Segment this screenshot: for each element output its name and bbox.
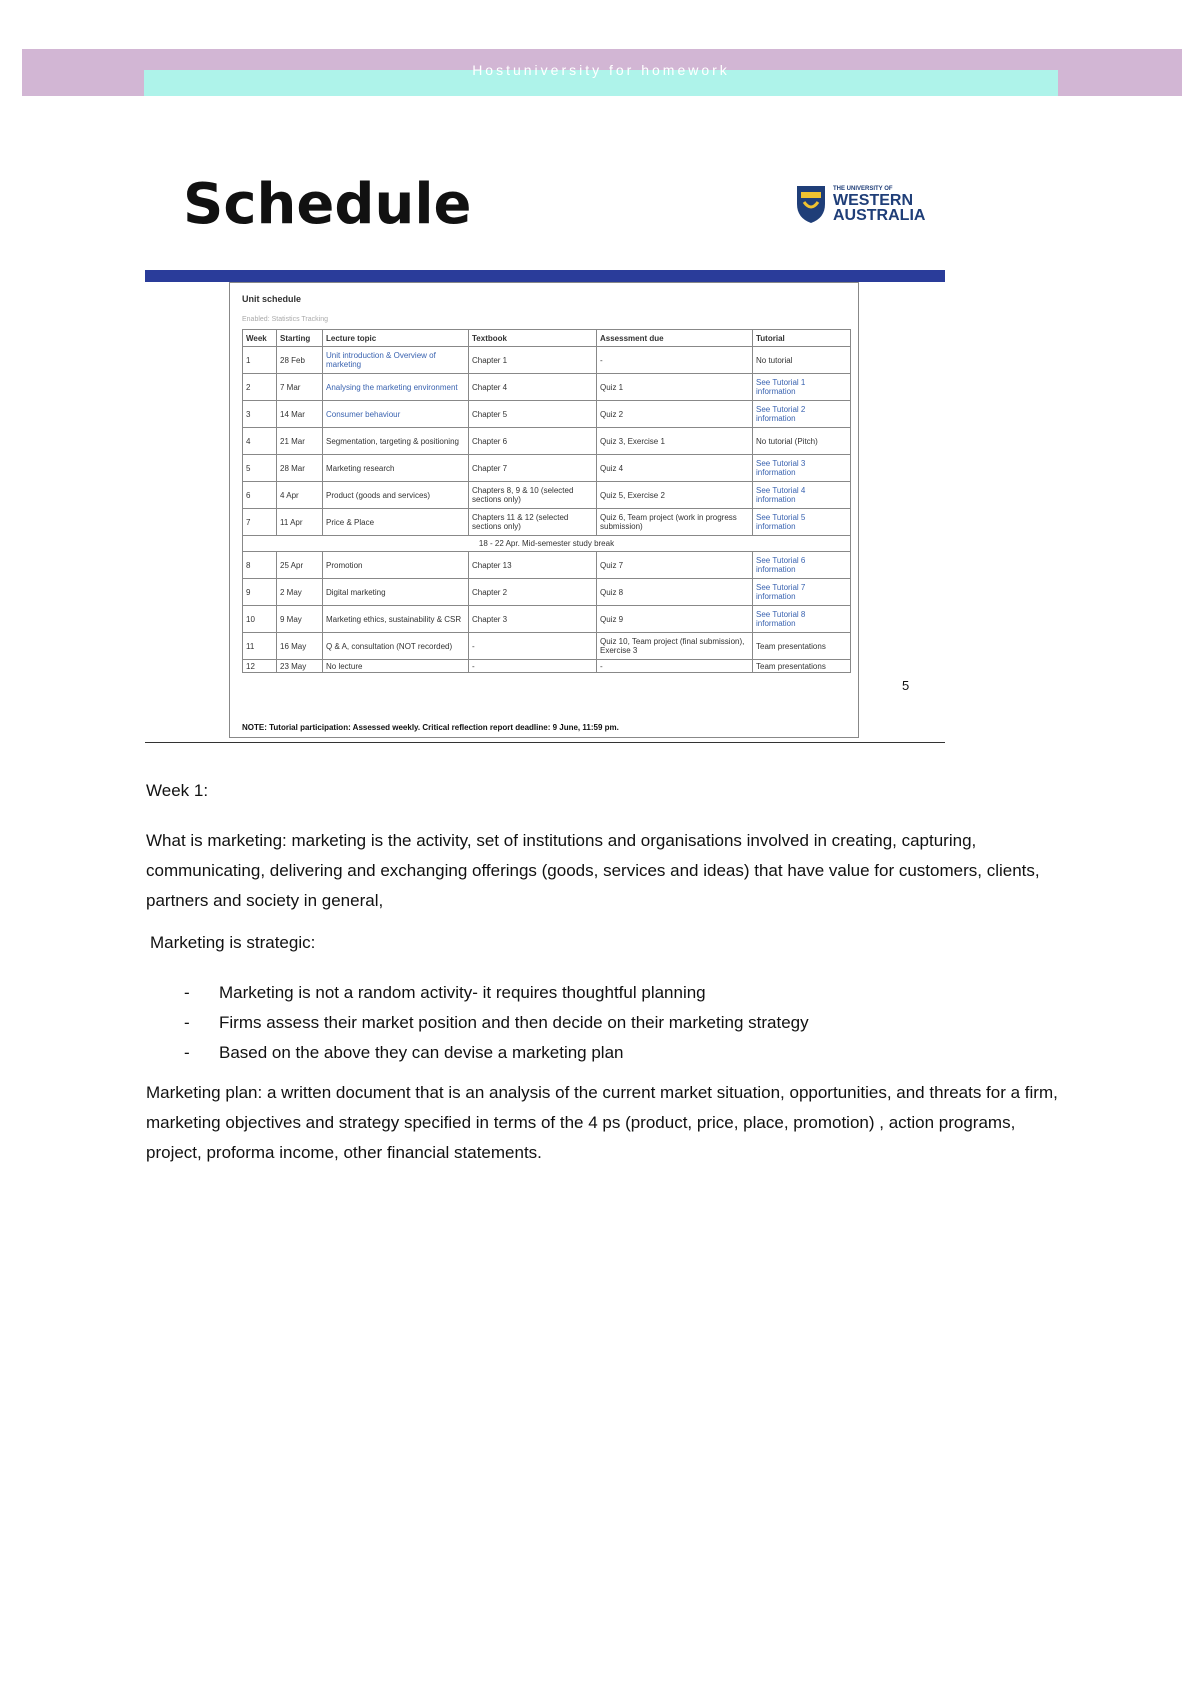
marketing-definition xyxy=(146,826,1066,916)
week-heading xyxy=(146,776,1066,806)
table-cell[interactable]: Analysing the marketing environment xyxy=(323,374,469,401)
university-logo xyxy=(795,182,925,228)
slide-blue-bar xyxy=(145,270,945,282)
table-cell: Digital marketing xyxy=(323,579,469,606)
table-cell: No tutorial (Pitch) xyxy=(753,428,851,455)
table-cell: 4 Apr xyxy=(277,482,323,509)
table-cell[interactable]: See Tutorial 4 information xyxy=(753,482,851,509)
table-cell: 11 Apr xyxy=(277,509,323,536)
table-header-cell: Assessment due xyxy=(597,330,753,347)
table-row xyxy=(243,428,851,455)
table-cell: 2 xyxy=(243,374,277,401)
table-cell: Segmentation, targeting & positioning xyxy=(323,428,469,455)
table-cell: Price & Place xyxy=(323,509,469,536)
table-cell: 7 Mar xyxy=(277,374,323,401)
table-header-cell: Starting xyxy=(277,330,323,347)
slide-bottom-rule xyxy=(145,742,945,743)
table-row xyxy=(243,401,851,428)
table-cell: Chapter 2 xyxy=(469,579,597,606)
table-cell: 2 May xyxy=(277,579,323,606)
break-row xyxy=(243,536,851,552)
bullet-text: Marketing is not a random activity- it requires thoughtful planning xyxy=(219,983,706,1002)
table-cell: Chapter 7 xyxy=(469,455,597,482)
bullet-dash: - xyxy=(184,1043,190,1062)
table-header-cell: Textbook xyxy=(469,330,597,347)
table-row xyxy=(243,347,851,374)
logo-small-text: THE UNIVERSITY OF xyxy=(833,186,893,192)
unit-schedule-panel xyxy=(229,282,859,738)
unit-schedule-title: Unit schedule xyxy=(242,294,302,304)
slide-title: Schedule xyxy=(183,172,472,237)
table-cell: Marketing ethics, sustainability & CSR xyxy=(323,606,469,633)
table-cell: 11 xyxy=(243,633,277,660)
table-cell: Team presentations xyxy=(753,660,851,673)
table-cell: 7 xyxy=(243,509,277,536)
list-item xyxy=(146,1038,1046,1068)
table-cell: Marketing research xyxy=(323,455,469,482)
table-cell: Team presentations xyxy=(753,633,851,660)
table-cell: - xyxy=(597,660,753,673)
table-cell: Quiz 3, Exercise 1 xyxy=(597,428,753,455)
logo-name xyxy=(833,193,925,223)
table-cell: Chapter 13 xyxy=(469,552,597,579)
table-row xyxy=(243,482,851,509)
table-cell: 10 xyxy=(243,606,277,633)
table-cell: 3 xyxy=(243,401,277,428)
table-header-row xyxy=(243,330,851,347)
table-cell: 28 Feb xyxy=(277,347,323,374)
table-cell[interactable]: See Tutorial 2 information xyxy=(753,401,851,428)
table-cell: Chapter 3 xyxy=(469,606,597,633)
table-header-cell: Tutorial xyxy=(753,330,851,347)
table-cell: - xyxy=(469,660,597,673)
table-cell[interactable]: See Tutorial 3 information xyxy=(753,455,851,482)
crest-icon xyxy=(795,184,827,224)
banner-text: Hostuniversity for homework xyxy=(472,62,730,78)
table-cell: 6 xyxy=(243,482,277,509)
table-cell: 16 May xyxy=(277,633,323,660)
table-cell: Q & A, consultation (NOT recorded) xyxy=(323,633,469,660)
strategic-heading-text: Marketing is strategic: xyxy=(150,933,316,952)
table-cell: 28 Mar xyxy=(277,455,323,482)
table-cell: 8 xyxy=(243,552,277,579)
table-cell: 21 Mar xyxy=(277,428,323,455)
table-cell: - xyxy=(597,347,753,374)
table-cell: No tutorial xyxy=(753,347,851,374)
table-cell: Chapter 1 xyxy=(469,347,597,374)
logo-line-1: WESTERN xyxy=(833,192,913,209)
schedule-table xyxy=(242,329,851,673)
table-cell[interactable]: See Tutorial 5 information xyxy=(753,509,851,536)
table-row xyxy=(243,633,851,660)
bullet-text: Firms assess their market position and then decide on their marketing strategy xyxy=(219,1013,809,1032)
table-header-cell: Week xyxy=(243,330,277,347)
table-cell: 14 Mar xyxy=(277,401,323,428)
table-cell: Promotion xyxy=(323,552,469,579)
table-cell: 1 xyxy=(243,347,277,374)
table-cell[interactable]: See Tutorial 1 information xyxy=(753,374,851,401)
table-cell: Quiz 6, Team project (work in progress submission) xyxy=(597,509,753,536)
bullet-dash: - xyxy=(184,983,190,1002)
table-cell: Chapter 4 xyxy=(469,374,597,401)
strategic-heading xyxy=(150,928,1070,958)
table-cell: Chapters 11 & 12 (selected sections only) xyxy=(469,509,597,536)
table-cell: Quiz 5, Exercise 2 xyxy=(597,482,753,509)
table-row xyxy=(243,455,851,482)
list-item xyxy=(146,1008,1046,1038)
bullet-text: Based on the above they can devise a marketing plan xyxy=(219,1043,624,1062)
table-row xyxy=(243,552,851,579)
table-cell: Quiz 7 xyxy=(597,552,753,579)
table-cell[interactable]: See Tutorial 7 information xyxy=(753,579,851,606)
table-cell: - xyxy=(469,633,597,660)
table-cell: 5 xyxy=(243,455,277,482)
marketing-plan-text: Marketing plan: a written document that is an analysis of the current market situation, opportunities, and threats for a firm, marketing objectives and strategy specified in terms of the 4 ps (product, price, place, promotion) , action programs, project, proforma income, other financial statements. xyxy=(146,1083,1058,1162)
table-row xyxy=(243,509,851,536)
table-cell: Chapter 5 xyxy=(469,401,597,428)
marketing-plan xyxy=(146,1078,1066,1168)
table-cell: No lecture xyxy=(323,660,469,673)
table-header-cell: Lecture topic xyxy=(323,330,469,347)
table-cell: 25 Apr xyxy=(277,552,323,579)
marketing-definition-text: What is marketing: marketing is the activity, set of institutions and organisations involved in creating, capturing, communicating, delivering and exchanging offerings (goods, services and ideas) that have value for customers, clients, partners and society in general, xyxy=(146,831,1040,910)
table-cell: Product (goods and services) xyxy=(323,482,469,509)
table-cell: Quiz 8 xyxy=(597,579,753,606)
table-cell[interactable]: Consumer behaviour xyxy=(323,401,469,428)
table-row xyxy=(243,606,851,633)
table-cell[interactable]: See Tutorial 8 information xyxy=(753,606,851,633)
bullet-dash: - xyxy=(184,1013,190,1032)
unit-schedule-subtitle: Enabled: Statistics Tracking xyxy=(242,316,328,323)
table-row xyxy=(243,660,851,673)
table-cell: Quiz 9 xyxy=(597,606,753,633)
table-cell: Quiz 10, Team project (final submission), Exercise 3 xyxy=(597,633,753,660)
schedule-note: NOTE: Tutorial participation: Assessed weekly. Critical reflection report deadline: 9 June, 11:59 pm. xyxy=(242,723,619,732)
table-cell: 12 xyxy=(243,660,277,673)
week-heading-text: Week 1: xyxy=(146,781,209,800)
list-item xyxy=(146,978,1046,1008)
logo-line-2: AUSTRALIA xyxy=(833,207,926,224)
table-row xyxy=(243,374,851,401)
table-cell: Chapters 8, 9 & 10 (selected sections only) xyxy=(469,482,597,509)
table-cell: 4 xyxy=(243,428,277,455)
table-cell: Chapter 6 xyxy=(469,428,597,455)
table-cell: Quiz 2 xyxy=(597,401,753,428)
strategic-bullet-list xyxy=(146,978,1046,1068)
table-cell: Quiz 1 xyxy=(597,374,753,401)
slide-page-number: 5 xyxy=(902,678,910,693)
table-cell: 23 May xyxy=(277,660,323,673)
table-cell: 9 May xyxy=(277,606,323,633)
table-cell[interactable]: See Tutorial 6 information xyxy=(753,552,851,579)
table-row xyxy=(243,579,851,606)
table-cell: 9 xyxy=(243,579,277,606)
schedule-slide xyxy=(145,170,945,745)
break-cell: 18 - 22 Apr. Mid-semester study break xyxy=(243,536,851,552)
table-cell: Quiz 4 xyxy=(597,455,753,482)
table-cell[interactable]: Unit introduction & Overview of marketing xyxy=(323,347,469,374)
